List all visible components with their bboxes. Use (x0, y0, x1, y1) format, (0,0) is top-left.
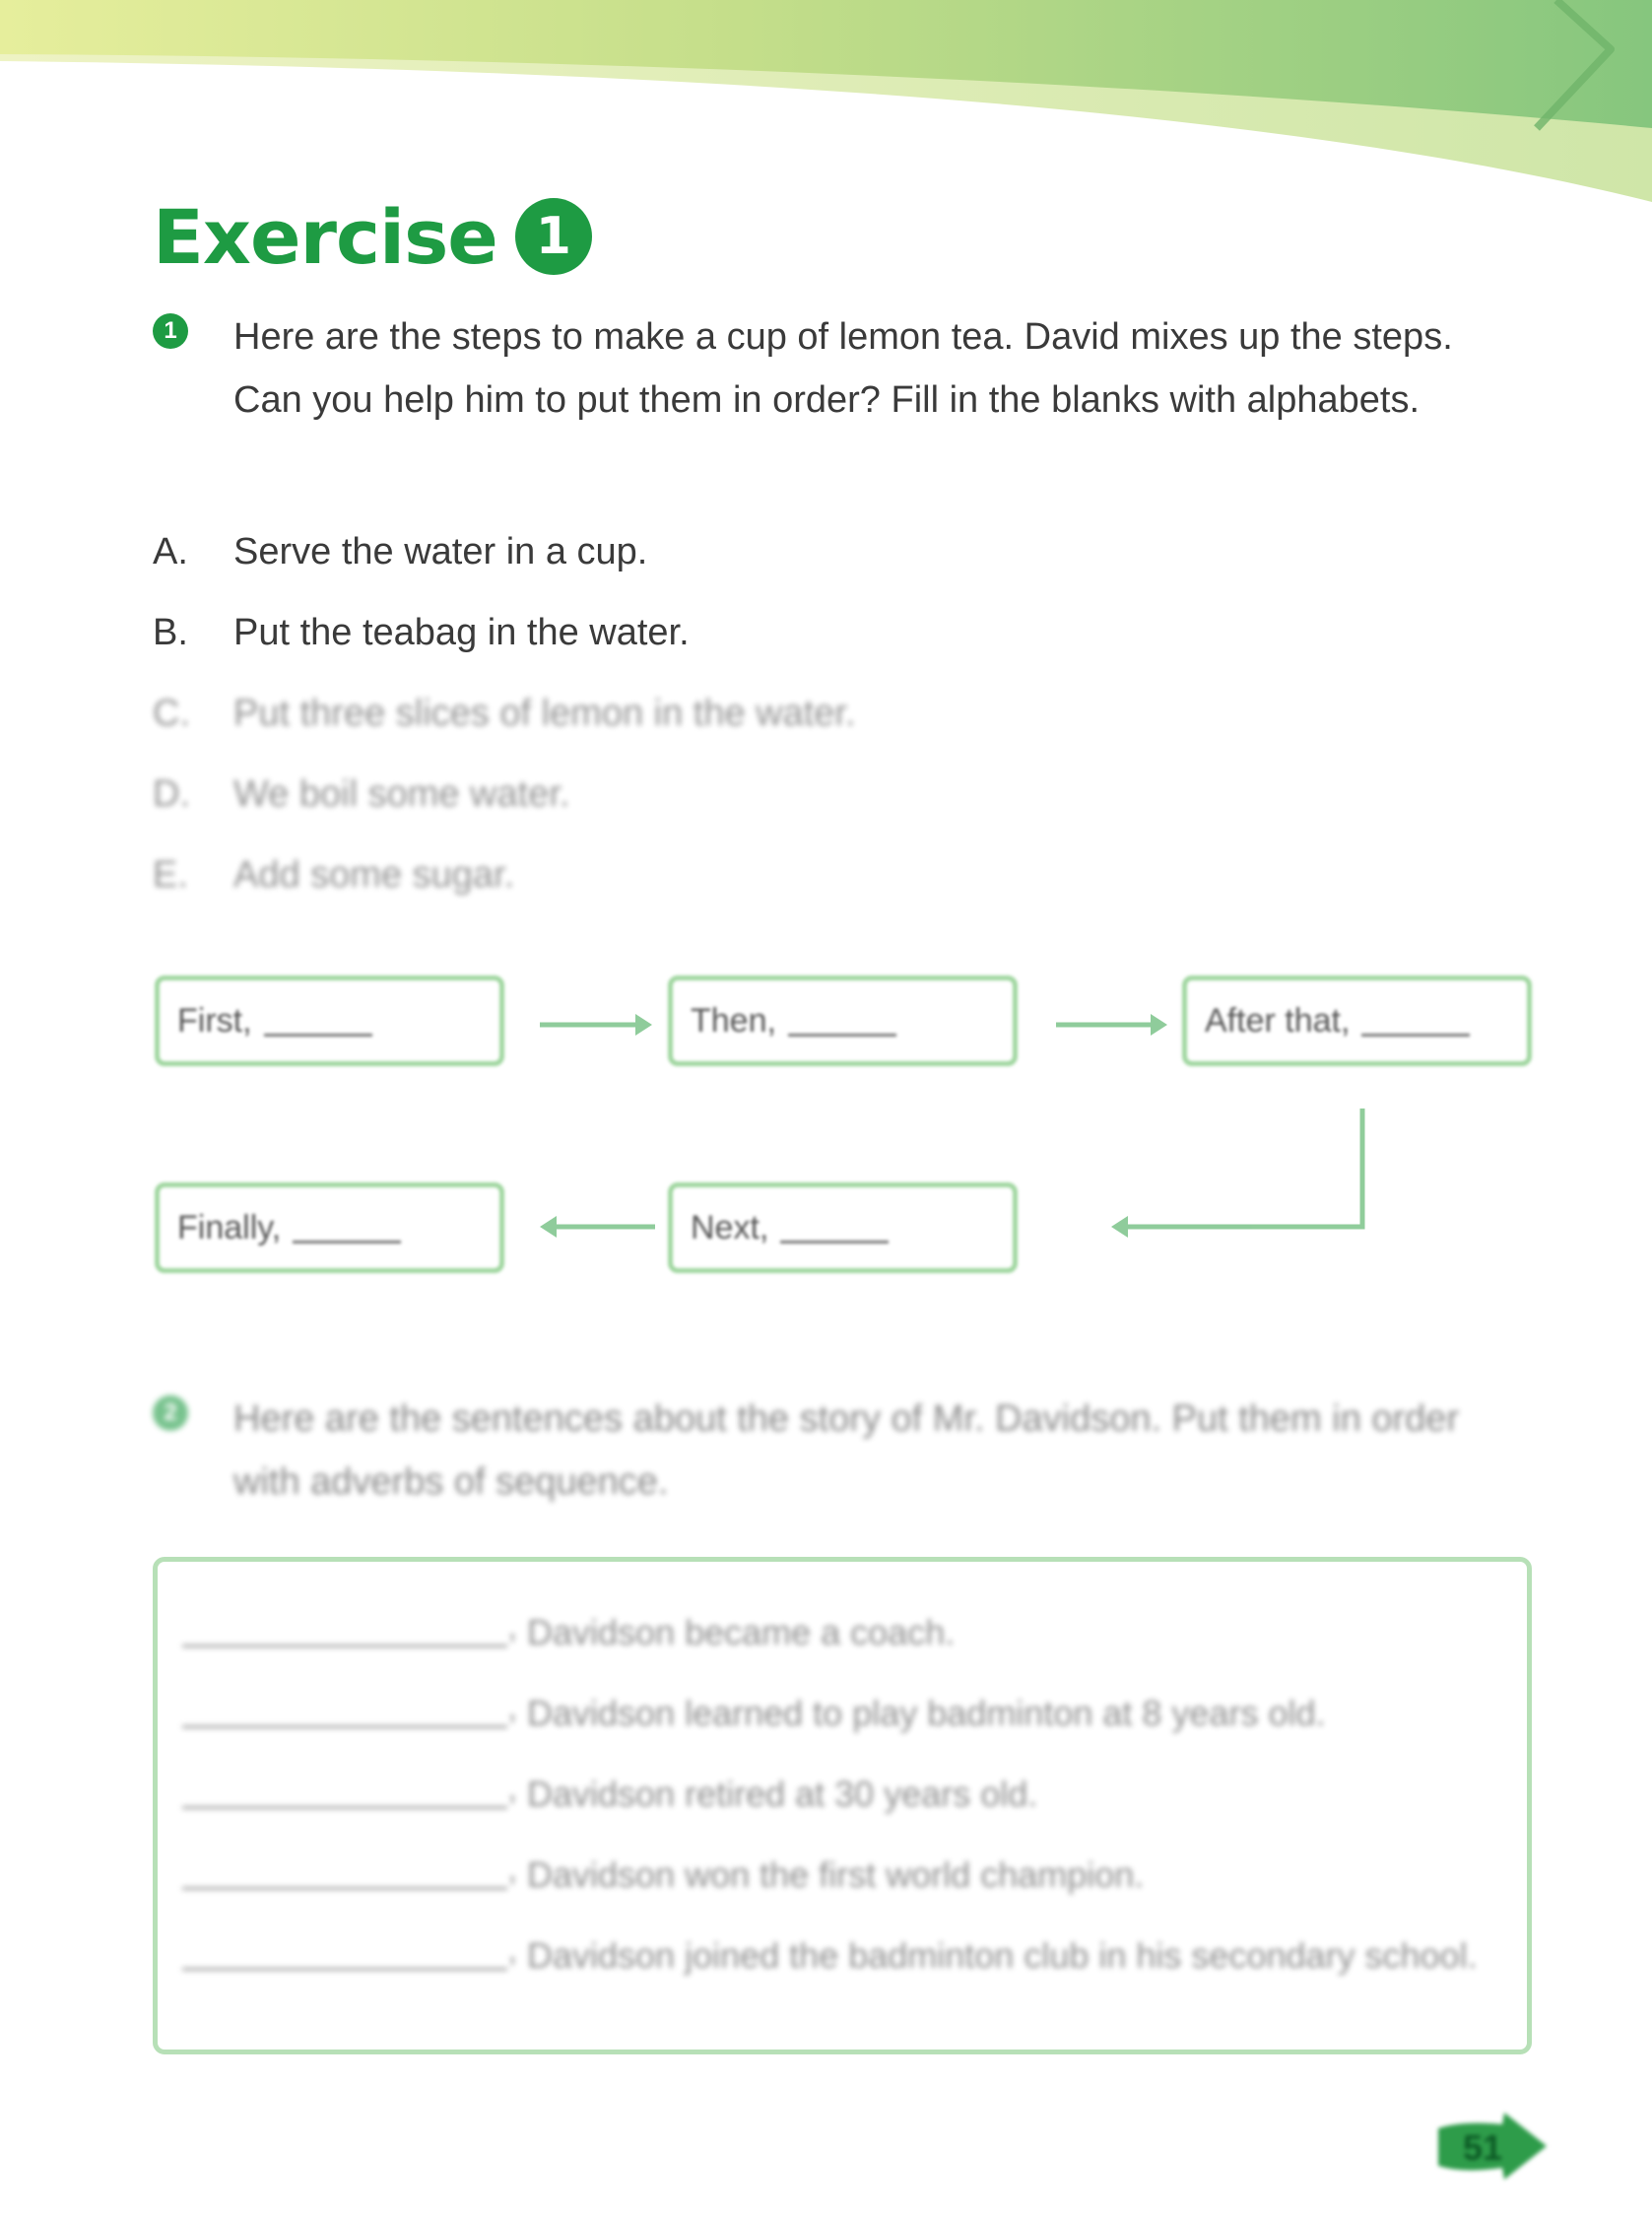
sentence-row (182, 1682, 1522, 1745)
answer-blank[interactable] (182, 1601, 507, 1647)
answer-blank[interactable] (1361, 1006, 1470, 1037)
question-2-number: 2 (153, 1395, 188, 1431)
question-2-text: Here are the sentences about the story of Mr. Davidson. Put them in order with adverbs of sequence. (233, 1398, 1460, 1503)
answer-blank[interactable] (780, 1213, 889, 1243)
sentence-row (182, 1924, 1522, 1987)
flow-box-label: First, (177, 1001, 252, 1040)
answer-blank[interactable] (264, 1006, 372, 1037)
sentence-text: Davidson joined the badminton club in his secondary school. (527, 1935, 1478, 1976)
question-1-text: Here are the steps to make a cup of lemon tea. David mixes up the steps. Can you help him to put them in order? Fill in the blanks with alphabets. (233, 316, 1453, 421)
option-text: Put three slices of lemon in the water. (233, 693, 856, 734)
answer-blank[interactable] (182, 1844, 507, 1890)
page-number: 51 (1462, 2127, 1503, 2168)
option-letter: A. (153, 531, 188, 572)
comma: , (507, 1928, 518, 1969)
answer-blank[interactable] (293, 1213, 401, 1243)
option-letter: C. (153, 693, 190, 734)
option-text: Add some sugar. (233, 854, 515, 896)
exercise-title-word: Exercise (153, 192, 497, 281)
sentence-text: Davidson learned to play badminton at 8 years old. (527, 1693, 1326, 1733)
exercise-title (153, 192, 592, 281)
page-number-badge (1433, 2109, 1552, 2187)
answer-blank[interactable] (182, 1763, 507, 1809)
option-d (153, 770, 569, 819)
flow-box-label: Finally, (177, 1208, 282, 1246)
question-2 (153, 1387, 1504, 1513)
comma: , (507, 1848, 518, 1888)
flow-box-label: Next, (691, 1208, 769, 1246)
answer-blank[interactable] (182, 1682, 507, 1728)
option-text: Serve the water in a cup. (233, 531, 648, 572)
answer-blank[interactable] (182, 1924, 507, 1971)
option-e (153, 850, 514, 900)
option-letter: B. (153, 612, 188, 653)
sentence-text: Davidson won the first world champion. (527, 1854, 1145, 1895)
flow-box-then (668, 975, 1018, 1066)
flow-box-next (668, 1182, 1018, 1273)
option-letter: D. (153, 773, 190, 815)
option-b (153, 608, 690, 657)
option-text: Put the teabag in the water. (233, 612, 690, 653)
option-a (153, 527, 647, 576)
sentence-row (182, 1601, 1522, 1664)
question-1-number: 1 (153, 313, 188, 349)
question-1 (153, 305, 1504, 432)
flow-box-after-that (1182, 975, 1532, 1066)
sentence-row (182, 1844, 1522, 1907)
flow-box-label: Then, (691, 1001, 776, 1040)
comma: , (507, 1605, 518, 1646)
flow-box-label: After that, (1205, 1001, 1351, 1040)
sentence-text: Davidson retired at 30 years old. (527, 1774, 1038, 1814)
comma: , (507, 1686, 518, 1726)
sentence-box (153, 1557, 1532, 2054)
comma: , (507, 1767, 518, 1807)
flow-box-finally (155, 1182, 504, 1273)
option-c (153, 689, 856, 738)
exercise-number-badge: 1 (515, 198, 592, 275)
option-text: We boil some water. (233, 773, 570, 815)
sentence-row (182, 1763, 1522, 1826)
flow-box-first (155, 975, 504, 1066)
option-letter: E. (153, 854, 188, 896)
sentence-text: Davidson became a coach. (527, 1612, 956, 1652)
answer-blank[interactable] (788, 1006, 896, 1037)
